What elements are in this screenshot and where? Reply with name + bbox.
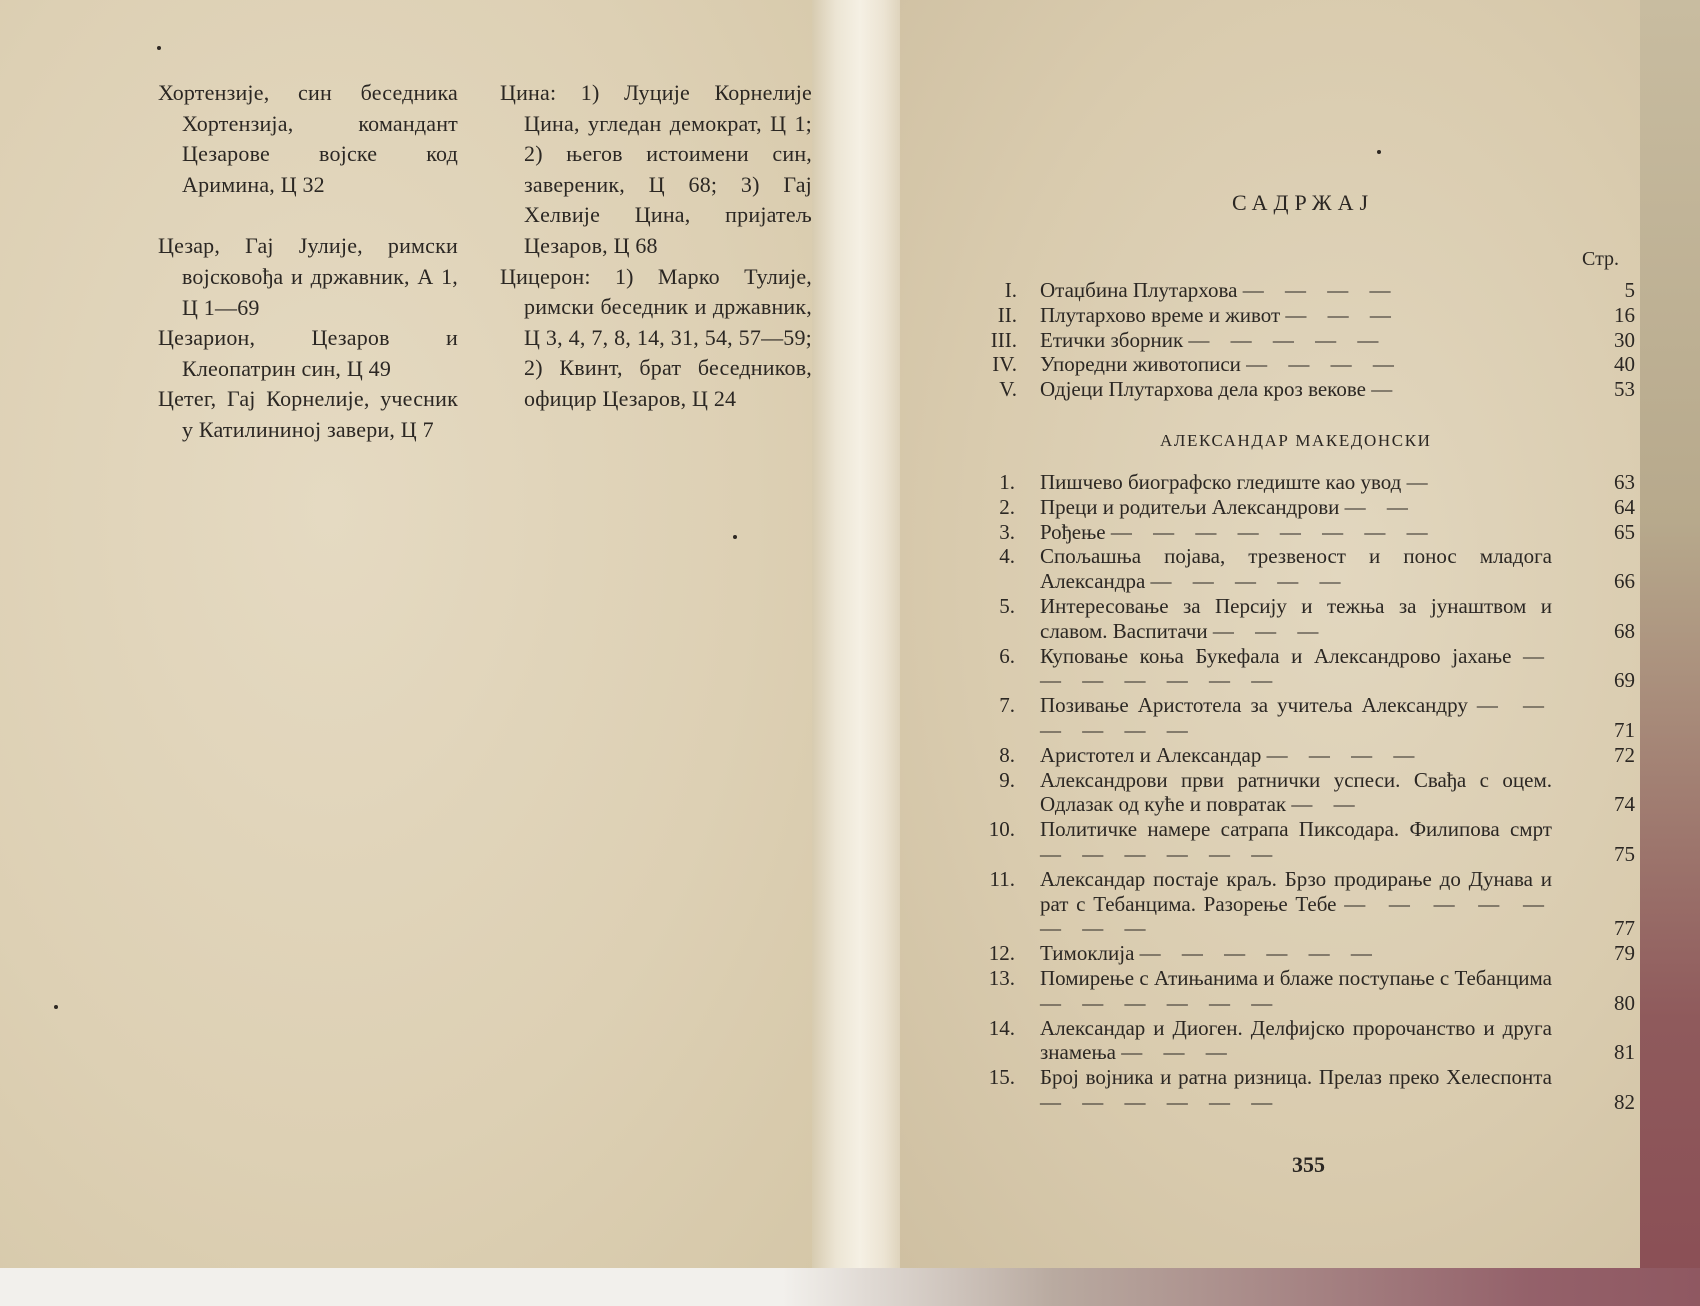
dust-speck [157,46,161,50]
toc-row [983,470,1635,495]
toc-number: III. [990,327,1017,352]
toc-page: 53 [1614,377,1635,402]
toc-title: Политичке намере сатрапа Пиксодара. Филипова смрт [1040,817,1552,842]
toc-leader: — — — — [1242,278,1399,302]
toc-row [983,966,1635,1016]
page-column-label: Стр. [1582,248,1620,270]
toc-leader: — — — — — — — — [1110,519,1436,544]
toc-row [983,303,1635,328]
toc-number: 5. [999,593,1015,618]
index-entry: Цезар, Гај Јулије, римски војсковођа и државник, А 1, Ц 1—69 [158,233,458,320]
toc-number: II. [997,302,1017,327]
toc-number: 8. [999,742,1015,767]
toc-row [983,768,1635,818]
toc-page: 82 [1614,1089,1635,1114]
toc-row [983,1065,1635,1115]
toc-title: Спољашња појава, трезвеност и понос младога Александра [1040,544,1552,594]
toc-leader: — [1371,377,1401,402]
page-number: 355 [1292,1152,1325,1177]
toc-leader: — — — — [1266,742,1423,767]
toc-leader: — — [1344,494,1416,519]
toc-row [983,278,1635,303]
toc-leader: — — — — — [1188,327,1387,352]
contents-intro-list [983,278,1635,402]
toc-page: 64 [1614,494,1635,519]
toc-row [983,328,1635,353]
toc-page: 66 [1614,569,1635,594]
toc-page: 40 [1614,352,1635,377]
toc-title: Александар постаје краљ. Брзо продирање до Дунава и рат с Тебанцима. Разорење Тебе [1040,866,1552,916]
toc-title: Плутархово време и живот [1040,302,1281,327]
toc-number: 11. [989,866,1015,891]
toc-row [983,1016,1635,1066]
toc-title: Александрови први ратнички успеси. Свађа с оцем. Одлазак од куће и повратак [1040,767,1552,817]
toc-row [983,743,1635,768]
toc-leader: — — — [1285,302,1399,327]
toc-title: Рођење [1040,519,1106,544]
toc-number: 10. [988,817,1015,842]
index-entry: Хортензије, син беседника Хортензија, командант Цезарове војске код Аримина, Ц 32 [158,80,458,197]
toc-page: 30 [1614,327,1635,352]
contents-heading: САДРЖАЈ [1232,190,1375,215]
toc-number: 14. [988,1015,1015,1040]
toc-page: 5 [1624,278,1635,302]
toc-leader: — — — [1212,618,1327,643]
toc-number: 6. [999,643,1015,668]
toc-row [983,941,1635,966]
toc-row [983,644,1635,694]
dust-speck [54,1005,58,1009]
toc-number: 15. [988,1065,1015,1090]
toc-page: 77 [1614,916,1635,941]
toc-leader: — — — — — [1150,569,1349,594]
toc-number: 3. [999,519,1015,544]
toc-title: Помирење с Атињанима и блаже поступање с Тебанцима [1040,965,1552,990]
toc-leader: — — — [1121,1040,1235,1065]
contents-chapter-list [983,470,1635,1115]
toc-page: 79 [1614,941,1635,966]
index-entry: Цетег, Гај Корнелије, учесник у Катилининој завери, Ц 7 [158,386,458,442]
toc-row [983,520,1635,545]
toc-row [983,867,1635,941]
section-heading: АЛЕКСАНДАР МАКЕДОНСКИ [1160,431,1432,450]
toc-title: Тимоклија [1040,941,1135,966]
toc-leader: — — — — — — — [1040,643,1552,693]
toc-title: Одјеци Плутархова дела кроз векове [1040,377,1366,402]
toc-page: 65 [1614,519,1635,544]
toc-leader: — — — — — — [1139,941,1380,966]
toc-leader: — — — — — — [1040,1089,1281,1114]
index-entry: Цезарион, Цезаров и Клеопатрин син, Ц 49 [158,325,458,381]
toc-title: Аристотел и Александар [1040,742,1262,767]
toc-row [983,544,1635,594]
toc-number: IV. [992,352,1017,377]
toc-page: 81 [1614,1040,1635,1065]
toc-title: Упоредни животописи [1040,352,1241,377]
toc-leader: — [1406,470,1436,494]
toc-title: Број војника и ратна ризница. Прелаз преко Хелеспонта [1040,1065,1552,1090]
index-entry: Цицерон: 1) Марко Тулије, римски беседник и државник, Ц 3, 4, 7, 8, 14, 31, 54, 57—59; 2) Квинт, брат беседников, официр Цезаров, Ц 24 [500,263,812,411]
toc-number: 2. [999,494,1015,519]
toc-row [983,594,1635,644]
toc-row [983,817,1635,867]
toc-row [983,377,1635,402]
toc-number: V. [999,377,1017,402]
toc-row [983,693,1635,743]
index-column-1 [158,78,458,446]
toc-page: 72 [1614,742,1635,767]
toc-number: I. [1004,278,1017,302]
toc-leader: — — — — — — [1040,693,1553,742]
index-entry: Цина: 1) Луције Корнелије Цина, угледан демократ, Ц 1; 2) његов истоимени син, завереник, Ц 68; 3) Гај Хелвије Цина, пријатељ Цезаров, Ц 68 [500,80,812,258]
index-column-2 [500,78,812,415]
book-gutter [812,0,908,1272]
toc-page: 75 [1614,841,1635,866]
toc-title: Етички зборник [1040,327,1184,352]
toc-number: 12. [988,941,1015,966]
toc-leader: — — — — — — [1040,841,1281,866]
toc-number: 1. [999,470,1015,494]
cover-edge [1640,0,1700,1306]
toc-page: 69 [1614,668,1635,693]
toc-number: 9. [999,767,1015,792]
toc-title: Преци и родитељи Александрови [1040,494,1340,519]
toc-row [983,352,1635,377]
toc-page: 71 [1614,717,1635,742]
toc-number: 4. [999,544,1015,569]
toc-row [983,495,1635,520]
toc-leader: — — — — [1246,352,1402,377]
toc-leader: — — — — — — — — [1040,891,1553,941]
toc-title: Александар и Диоген. Делфијско пророчанство и друга знамења [1040,1015,1552,1065]
toc-page: 63 [1614,470,1635,494]
dust-speck [733,535,737,539]
toc-number: 7. [999,693,1015,718]
toc-leader: — — [1291,792,1363,817]
toc-number: 13. [988,965,1015,990]
toc-page: 80 [1614,990,1635,1015]
scan-bottom-edge [0,1268,1700,1306]
toc-page: 16 [1614,302,1635,327]
toc-page: 74 [1614,792,1635,817]
toc-title: Куповање коња Букефала и Александрово јахање [1040,643,1512,668]
toc-title: Пишчево биографско гледиште као увод [1040,470,1402,494]
dust-speck [1377,150,1381,154]
toc-title: Отаџбина Плутархова [1040,278,1238,302]
toc-page: 68 [1614,618,1635,643]
toc-title: Позивање Аристотела за учитеља Александру [1040,693,1468,718]
toc-leader: — — — — — — [1040,990,1281,1015]
toc-title: Интересовање за Персију и тежња за јунаштвом и славом. Васпитачи [1040,593,1552,643]
